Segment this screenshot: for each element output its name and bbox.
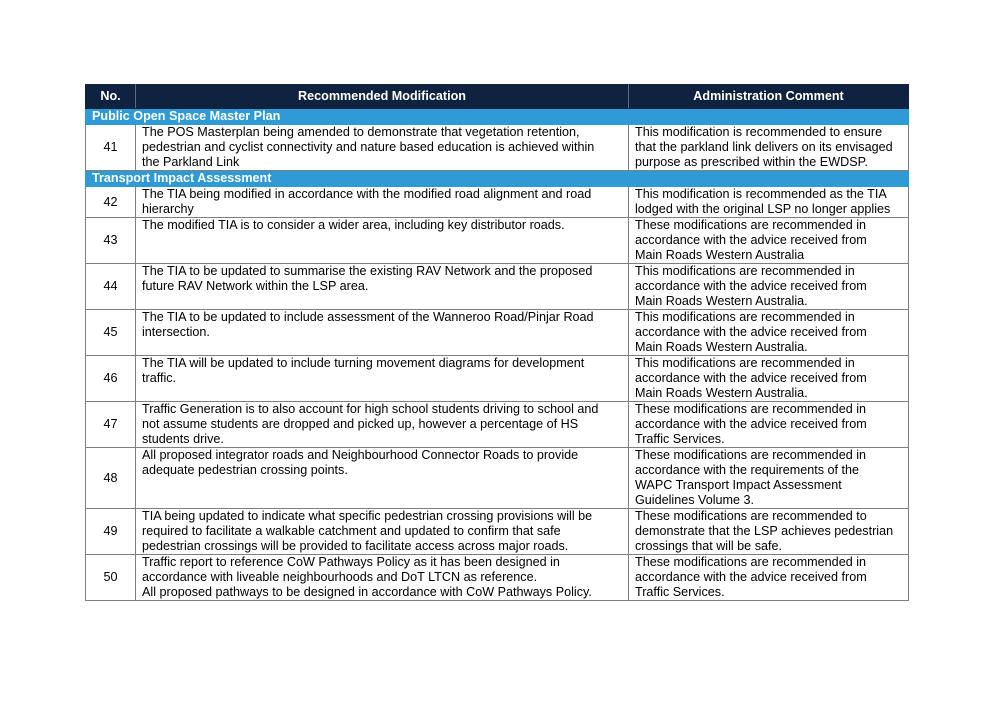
comment-text-line: This modification is recommended to ensure <box>635 125 883 139</box>
header-administration-comment: Administration Comment <box>629 85 909 109</box>
modification-text-line: traffic. <box>142 371 177 385</box>
comment-text-line: that the parkland link delivers on its envisaged <box>635 140 893 154</box>
comment-text-line: accordance with the advice received from <box>635 570 867 584</box>
section-title: Transport Impact Assessment <box>86 171 909 187</box>
administration-comment-cell <box>629 187 909 218</box>
row-number: 50 <box>86 555 136 601</box>
table-row <box>86 264 909 310</box>
comment-text-line: accordance with the advice received from <box>635 371 867 385</box>
table-row <box>86 402 909 448</box>
row-number: 44 <box>86 264 136 310</box>
table-row <box>86 509 909 555</box>
comment-text-line: Traffic Services. <box>635 585 725 599</box>
comment-text-line: This modification is recommended as the TIA <box>635 187 887 201</box>
recommended-modification-cell <box>136 187 629 218</box>
modification-text-line: The TIA to be updated to include assessment of the Wanneroo Road/Pinjar Road <box>142 310 594 324</box>
modification-text-line: required to facilitate a walkable catchment and updated to confirm that safe <box>142 524 561 538</box>
comment-text-line: accordance with the requirements of the <box>635 463 860 477</box>
administration-comment-cell <box>629 509 909 555</box>
recommended-modification-cell <box>136 310 629 356</box>
comment-text-line: Main Roads Western Australia. <box>635 294 808 308</box>
modification-text-line: All proposed pathways to be designed in accordance with CoW Pathways Policy. <box>142 585 592 599</box>
comment-text-line: Main Roads Western Australia <box>635 248 805 262</box>
modification-text-line: Traffic Generation is to also account for high school students driving to school and <box>142 402 599 416</box>
header-row <box>86 85 909 109</box>
table-row <box>86 356 909 402</box>
administration-comment-cell <box>629 218 909 264</box>
row-number: 49 <box>86 509 136 555</box>
modification-text-line: hierarchy <box>142 202 194 216</box>
row-number: 41 <box>86 125 136 171</box>
modification-text-line: pedestrian and cyclist connectivity and nature based education is achieved within <box>142 140 595 154</box>
comment-text-line: These modifications are recommended to <box>635 509 867 523</box>
modification-text-line: The TIA to be updated to summarise the existing RAV Network and the proposed <box>142 264 593 278</box>
recommended-modification-cell <box>136 125 629 171</box>
recommended-modification-cell <box>136 264 629 310</box>
modification-text-line: Traffic report to reference CoW Pathways Policy as it has been designed in <box>142 555 560 569</box>
modification-text-line: not assume students are dropped and picked up, however a percentage of HS <box>142 417 579 431</box>
row-number: 43 <box>86 218 136 264</box>
comment-text-line: These modifications are recommended in <box>635 448 866 462</box>
modifications-table <box>85 84 909 601</box>
administration-comment-cell <box>629 356 909 402</box>
administration-comment-cell <box>629 555 909 601</box>
modification-text-line: TIA being updated to indicate what specific pedestrian crossing provisions will be <box>142 509 593 523</box>
modification-text-line: adequate pedestrian crossing points. <box>142 463 348 477</box>
comment-text-line: purpose as prescribed within the EWDSP. <box>635 155 868 169</box>
modification-text-line: intersection. <box>142 325 210 339</box>
administration-comment-cell <box>629 402 909 448</box>
administration-comment-cell <box>629 264 909 310</box>
comment-text-line: WAPC Transport Impact Assessment <box>635 478 842 492</box>
modification-text-line: the Parkland Link <box>142 155 240 169</box>
header-no: No. <box>86 85 136 109</box>
comment-text-line: Guidelines Volume 3. <box>635 493 755 507</box>
modification-text-line: accordance with liveable neighbourhoods and DoT LTCN as reference. <box>142 570 538 584</box>
table-row <box>86 218 909 264</box>
comment-text-line: These modifications are recommended in <box>635 402 866 416</box>
comment-text-line: accordance with the advice received from <box>635 233 867 247</box>
modification-text-line: The TIA will be updated to include turning movement diagrams for development <box>142 356 585 370</box>
modification-text-line: future RAV Network within the LSP area. <box>142 279 369 293</box>
modification-text-line: pedestrian crossings will be provided to facilitate access across major roads. <box>142 539 569 553</box>
section-row <box>86 171 909 187</box>
recommended-modification-cell <box>136 509 629 555</box>
table-row <box>86 125 909 171</box>
recommended-modification-cell <box>136 448 629 509</box>
recommended-modification-cell <box>136 356 629 402</box>
row-number: 42 <box>86 187 136 218</box>
row-number: 47 <box>86 402 136 448</box>
modification-text-line: The TIA being modified in accordance with the modified road alignment and road <box>142 187 592 201</box>
comment-text-line: Main Roads Western Australia. <box>635 386 808 400</box>
comment-text-line: lodged with the original LSP no longer applies <box>635 202 891 216</box>
modification-text-line: The POS Masterplan being amended to demonstrate that vegetation retention, <box>142 125 580 139</box>
comment-text-line: accordance with the advice received from <box>635 417 867 431</box>
comment-text-line: These modifications are recommended in <box>635 218 866 232</box>
header-recommended-modification: Recommended Modification <box>136 85 629 109</box>
row-number: 45 <box>86 310 136 356</box>
administration-comment-cell <box>629 125 909 171</box>
section-row <box>86 109 909 125</box>
comment-text-line: These modifications are recommended in <box>635 555 866 569</box>
comment-text-line: This modifications are recommended in <box>635 310 855 324</box>
administration-comment-cell <box>629 310 909 356</box>
comment-text-line: accordance with the advice received from <box>635 325 867 339</box>
table-row <box>86 310 909 356</box>
recommended-modification-cell <box>136 555 629 601</box>
modification-text-line: students drive. <box>142 432 224 446</box>
comment-text-line: accordance with the advice received from <box>635 279 867 293</box>
table-body <box>86 109 909 601</box>
table-row <box>86 555 909 601</box>
comment-text-line: Traffic Services. <box>635 432 725 446</box>
comment-text-line: crossings that will be safe. <box>635 539 782 553</box>
comment-text-line: demonstrate that the LSP achieves pedestrian <box>635 524 894 538</box>
modification-text-line: The modified TIA is to consider a wider area, including key distributor roads. <box>142 218 565 232</box>
table-row <box>86 448 909 509</box>
comment-text-line: This modifications are recommended in <box>635 356 855 370</box>
section-title: Public Open Space Master Plan <box>86 109 909 125</box>
administration-comment-cell <box>629 448 909 509</box>
comment-text-line: This modifications are recommended in <box>635 264 855 278</box>
comment-text-line: Main Roads Western Australia. <box>635 340 808 354</box>
row-number: 48 <box>86 448 136 509</box>
modification-text-line: All proposed integrator roads and Neighbourhood Connector Roads to provide <box>142 448 579 462</box>
table-row <box>86 187 909 218</box>
row-number: 46 <box>86 356 136 402</box>
recommended-modification-cell <box>136 218 629 264</box>
recommended-modification-cell <box>136 402 629 448</box>
